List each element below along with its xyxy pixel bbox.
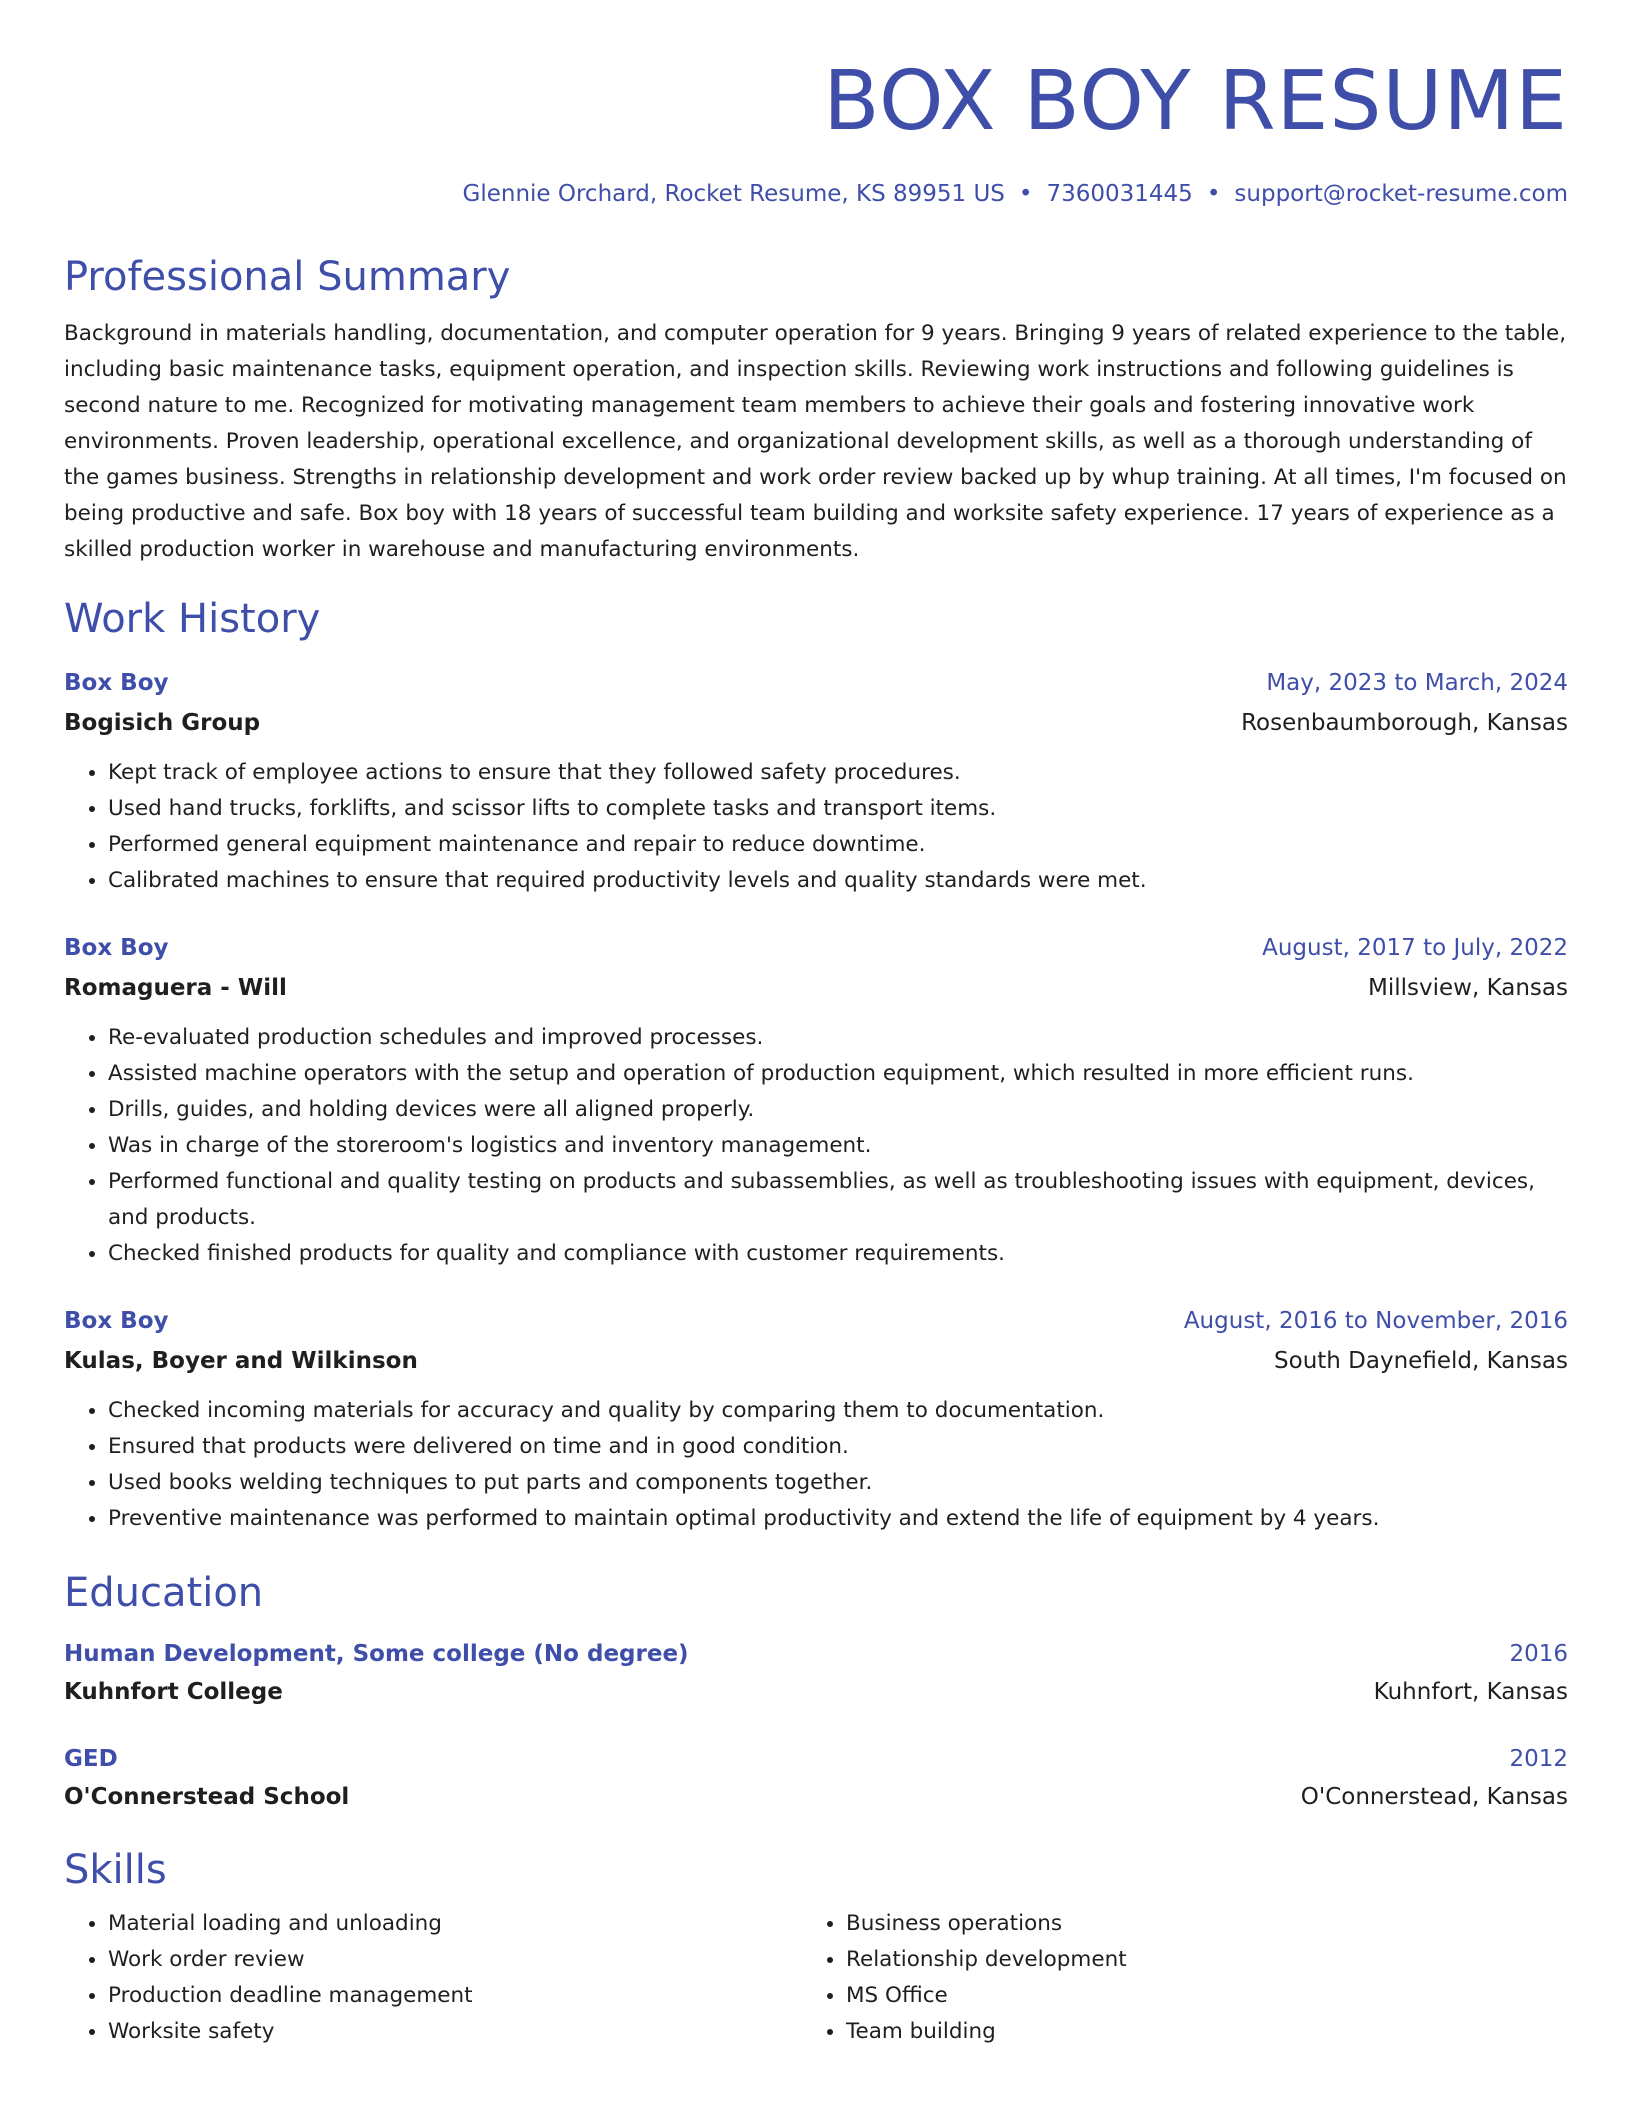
skill-item: • Relationship development	[846, 1942, 1540, 1978]
job-dates: August, 2017 to July, 2022	[1262, 935, 1568, 961]
job-dates: May, 2023 to March, 2024	[1266, 670, 1568, 696]
contact-separator: •	[1206, 181, 1221, 207]
job-bullets	[64, 755, 1568, 899]
education-location: Kuhnfort, Kansas	[1373, 1679, 1568, 1705]
job-bullet: • Ensured that products were delivered on time and in good condition.	[108, 1429, 1568, 1465]
job-company: Bogisich Group	[64, 710, 261, 736]
education-school: Kuhnfort College	[64, 1679, 283, 1705]
job-bullet: • Used hand trucks, forklifts, and scissor lifts to complete tasks and transport items.	[108, 791, 1568, 827]
skill-item: • MS Office	[846, 1978, 1540, 2014]
contact-phone: 7360031445	[1046, 181, 1193, 207]
skills-column-left	[64, 1906, 802, 2050]
job-title: Box Boy	[64, 935, 169, 961]
job-location: South Daynefield, Kansas	[1274, 1348, 1568, 1374]
skill-item: • Worksite safety	[108, 2014, 802, 2050]
education-degree: Human Development, Some college (No degree)	[64, 1641, 689, 1667]
job-bullet: • Assisted machine operators with the setup and operation of production equipment, which resulted in more efficient runs.	[108, 1056, 1568, 1092]
job-bullet: • Calibrated machines to ensure that required productivity levels and quality standards were met.	[108, 863, 1568, 899]
skill-item: • Team building	[846, 2014, 1540, 2050]
summary-text: Background in materials handling, documentation, and computer operation for 9 years. Bringing 9 years of related experience to the table, including basic maintenance tasks, equipment operation, and inspection skills. Reviewing work instructions and following guidelines is second nature to me. Recognized for motivating management team members to achieve their goals and fostering innovative work environments. Proven leadership, operational excellence, and organizational development skills, as well as a thorough understanding of the games business. Strengths in relationship development and work order review backed up by whup training. At all times, I'm focused on being productive and safe. Box boy with 18 years of successful team building and worksite safety experience. 17 years of experience as a skilled production worker in warehouse and manufacturing environments.	[64, 321, 1567, 562]
contact-line	[64, 179, 1568, 209]
job-entry	[64, 930, 1568, 1272]
summary-heading: Professional Summary	[64, 254, 511, 300]
job-bullet: • Was in charge of the storeroom's logistics and inventory management.	[108, 1128, 1568, 1164]
job-bullet: • Drills, guides, and holding devices were all aligned properly.	[108, 1092, 1568, 1128]
job-bullet: • Kept track of employee actions to ensure that they followed safety procedures.	[108, 755, 1568, 791]
education-location: O'Connerstead, Kansas	[1300, 1784, 1568, 1810]
contact-email: support@rocket-resume.com	[1234, 181, 1568, 207]
job-bullet: • Used books welding techniques to put parts and components together.	[108, 1465, 1568, 1501]
job-dates: August, 2016 to November, 2016	[1183, 1308, 1568, 1334]
education-heading: Education	[64, 1570, 264, 1616]
job-location: Rosenbaumborough, Kansas	[1241, 710, 1568, 736]
job-bullet: • Checked incoming materials for accuracy and quality by comparing them to documentation.	[108, 1393, 1568, 1429]
education-entry	[64, 1741, 1568, 1815]
job-entry	[64, 665, 1568, 899]
skills-heading: Skills	[64, 1847, 167, 1893]
contact-address: Glennie Orchard, Rocket Resume, KS 89951 US	[462, 181, 1005, 207]
skill-item: • Business operations	[846, 1906, 1540, 1942]
job-bullet: • Performed functional and quality testing on products and subassemblies, as well as troubleshooting issues with equipment, devices, and products.	[108, 1164, 1568, 1236]
education-degree: GED	[64, 1746, 118, 1772]
skill-item: • Material loading and unloading	[108, 1906, 802, 1942]
education-school: O'Connerstead School	[64, 1784, 350, 1810]
job-bullet: • Checked finished products for quality and compliance with customer requirements.	[108, 1236, 1568, 1272]
skills-list	[64, 1906, 1568, 2050]
skill-item: • Work order review	[108, 1942, 802, 1978]
job-title: Box Boy	[64, 670, 169, 696]
job-bullet: • Performed general equipment maintenance and repair to reduce downtime.	[108, 827, 1568, 863]
education-year: 2016	[1509, 1641, 1568, 1667]
skills-column-right	[802, 1906, 1540, 2050]
job-bullet: • Preventive maintenance was performed to maintain optimal productivity and extend the life of equipment by 4 years.	[108, 1501, 1568, 1537]
job-entry	[64, 1303, 1568, 1537]
job-bullets	[64, 1393, 1568, 1537]
education-entry	[64, 1636, 1568, 1710]
education-year: 2012	[1509, 1746, 1568, 1772]
contact-separator: •	[1018, 181, 1033, 207]
job-title: Box Boy	[64, 1308, 169, 1334]
job-bullet: • Re-evaluated production schedules and improved processes.	[108, 1020, 1568, 1056]
resume-page	[64, 0, 1568, 2112]
work-history-heading: Work History	[64, 596, 321, 642]
resume-title: BOX BOY RESUME	[823, 54, 1568, 149]
skill-item: • Production deadline management	[108, 1978, 802, 2014]
job-company: Kulas, Boyer and Wilkinson	[64, 1348, 418, 1374]
job-location: Millsview, Kansas	[1368, 975, 1568, 1001]
job-company: Romaguera - Will	[64, 975, 287, 1001]
job-bullets	[64, 1020, 1568, 1272]
